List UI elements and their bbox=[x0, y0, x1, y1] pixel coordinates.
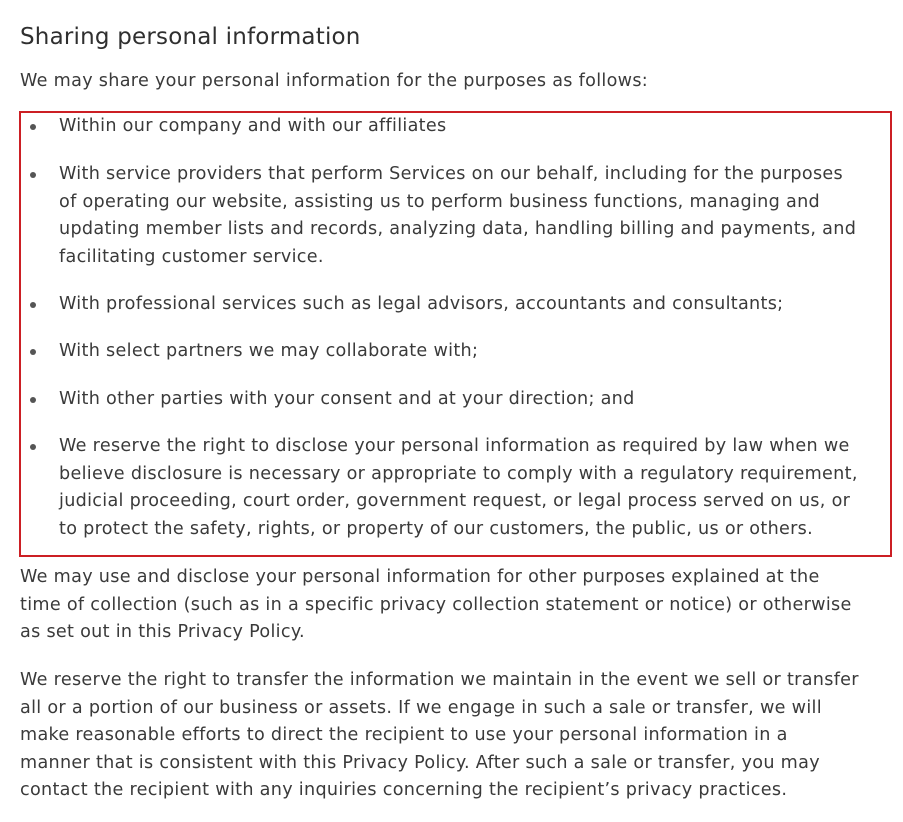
list-item-text: Within our company and with our affiliates bbox=[59, 116, 447, 136]
intro-text: We may share your personal information for the purposes as follows: bbox=[20, 71, 649, 91]
list-item-text: We reserve the right to disclose your personal information as required by law when we believe disclosure is necessary or appropriate to comply with a regulatory requirement, judicial proceeding, court order, government request, or legal process served on us, or to protect the safety, rights, or property of our customers, the public, us or others. bbox=[59, 436, 858, 539]
list-item-text: With service providers that perform Services on our behalf, including for the purposes of operating our website, assisting us to perform business functions, managing and updating member lists and records, analyzing data, handling billing and payments, and facilitating customer service. bbox=[59, 164, 857, 267]
bullet-icon bbox=[30, 124, 36, 130]
bullet-icon bbox=[30, 172, 36, 178]
section-heading: Sharing personal information bbox=[20, 24, 361, 50]
list-item-text: With professional services such as legal advisors, accountants and consultants; bbox=[59, 294, 784, 314]
paragraph-business-transfer: We reserve the right to transfer the information we maintain in the event we sell or transfer all or a portion of our business or assets. If we engage in such a sale or transfer, we will make reasonable efforts to direct the recipient to use your personal information in a manner that is consistent with this Privacy Policy. After such a sale or transfer, you may contact the recipient with any inquiries concerning the recipient’s privacy practices. bbox=[20, 670, 859, 800]
bullet-icon bbox=[30, 349, 36, 355]
list-item-text: With select partners we may collaborate with; bbox=[59, 341, 479, 361]
bullet-icon bbox=[30, 397, 36, 403]
paragraph-other-purposes: We may use and disclose your personal information for other purposes explained at the time of collection (such as in a specific privacy collection statement or notice) or otherwise as set out in this Privacy Policy. bbox=[20, 567, 852, 642]
list-item-text: With other parties with your consent and at your direction; and bbox=[59, 389, 635, 409]
bullet-icon bbox=[30, 302, 36, 308]
bullet-icon bbox=[30, 444, 36, 450]
